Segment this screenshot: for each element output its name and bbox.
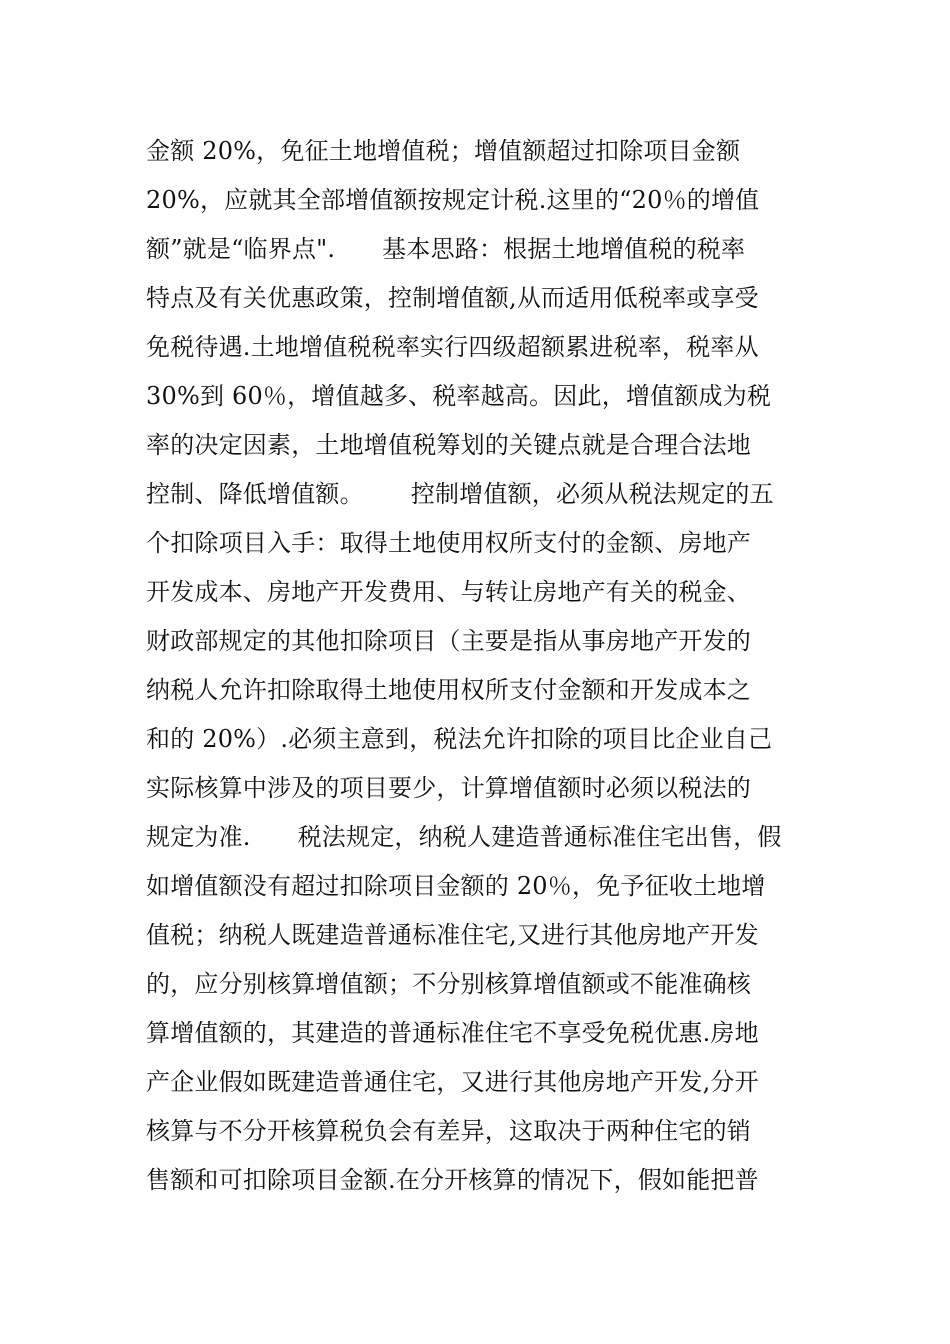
text-line: 纳税人允许扣除取得土地使用权所支付金额和开发成本之 [146,676,751,704]
text-line: 如增值额没有超过扣除项目金额的 20％，免予征收土地增 [146,872,766,900]
text-line: 20%，应就其全部增值额按规定计税.这里的“20％的增值 [146,186,760,214]
text-line: 特点及有关优惠政策，控制增值额,从而适用低税率或享受 [146,284,759,312]
text-line: 率的决定因素，土地增值税筹划的关键点就是合理合法地 [146,431,751,459]
body-text [146,127,816,1205]
text-line: 免税待遇.土地增值税税率实行四级超额累进税率，税率从 [146,333,759,361]
text-line: 个扣除项目入手：取得土地使用权所支付的金额、房地产 [146,529,751,557]
text-line: 金额 20%，免征土地增值税；增值额超过扣除项目金额 [146,137,741,165]
text-line: 产企业假如既建造普通住宅，又进行其他房地产开发,分开 [146,1068,759,1096]
text-line: 实际核算中涉及的项目要少，计算增值额时必须以税法的 [146,774,751,802]
text-line: 算增值额的，其建造的普通标准住宅不享受免税优惠.房地 [146,1019,759,1047]
text-line: 核算与不分开核算税负会有差异，这取决于两种住宅的销 [146,1117,751,1145]
text-line: 控制、降低增值额。 控制增值额，必须从税法规定的五 [146,480,774,508]
text-line: 的，应分别核算增值额；不分别核算增值额或不能准确核 [146,970,751,998]
text-line: 财政部规定的其他扣除项目（主要是指从事房地产开发的 [146,627,751,655]
text-line: 规定为准. 税法规定，纳税人建造普通标准住宅出售，假 [146,823,782,851]
text-line: 额”就是“临界点". 基本思路：根据土地增值税的税率 [146,235,746,263]
text-line: 和的 20%）.必须主意到，税法允许扣除的项目比企业自己 [146,725,773,753]
text-line: 售额和可扣除项目金额.在分开核算的情况下，假如能把普 [146,1166,759,1194]
text-line: 开发成本、房地产开发费用、与转让房地产有关的税金、 [146,578,751,606]
text-line: 值税；纳税人既建造普通标准住宅,又进行其他房地产开发 [146,921,759,949]
text-line: 30%到 60％，增值越多、税率越高。因此，增值额成为税 [146,382,772,410]
